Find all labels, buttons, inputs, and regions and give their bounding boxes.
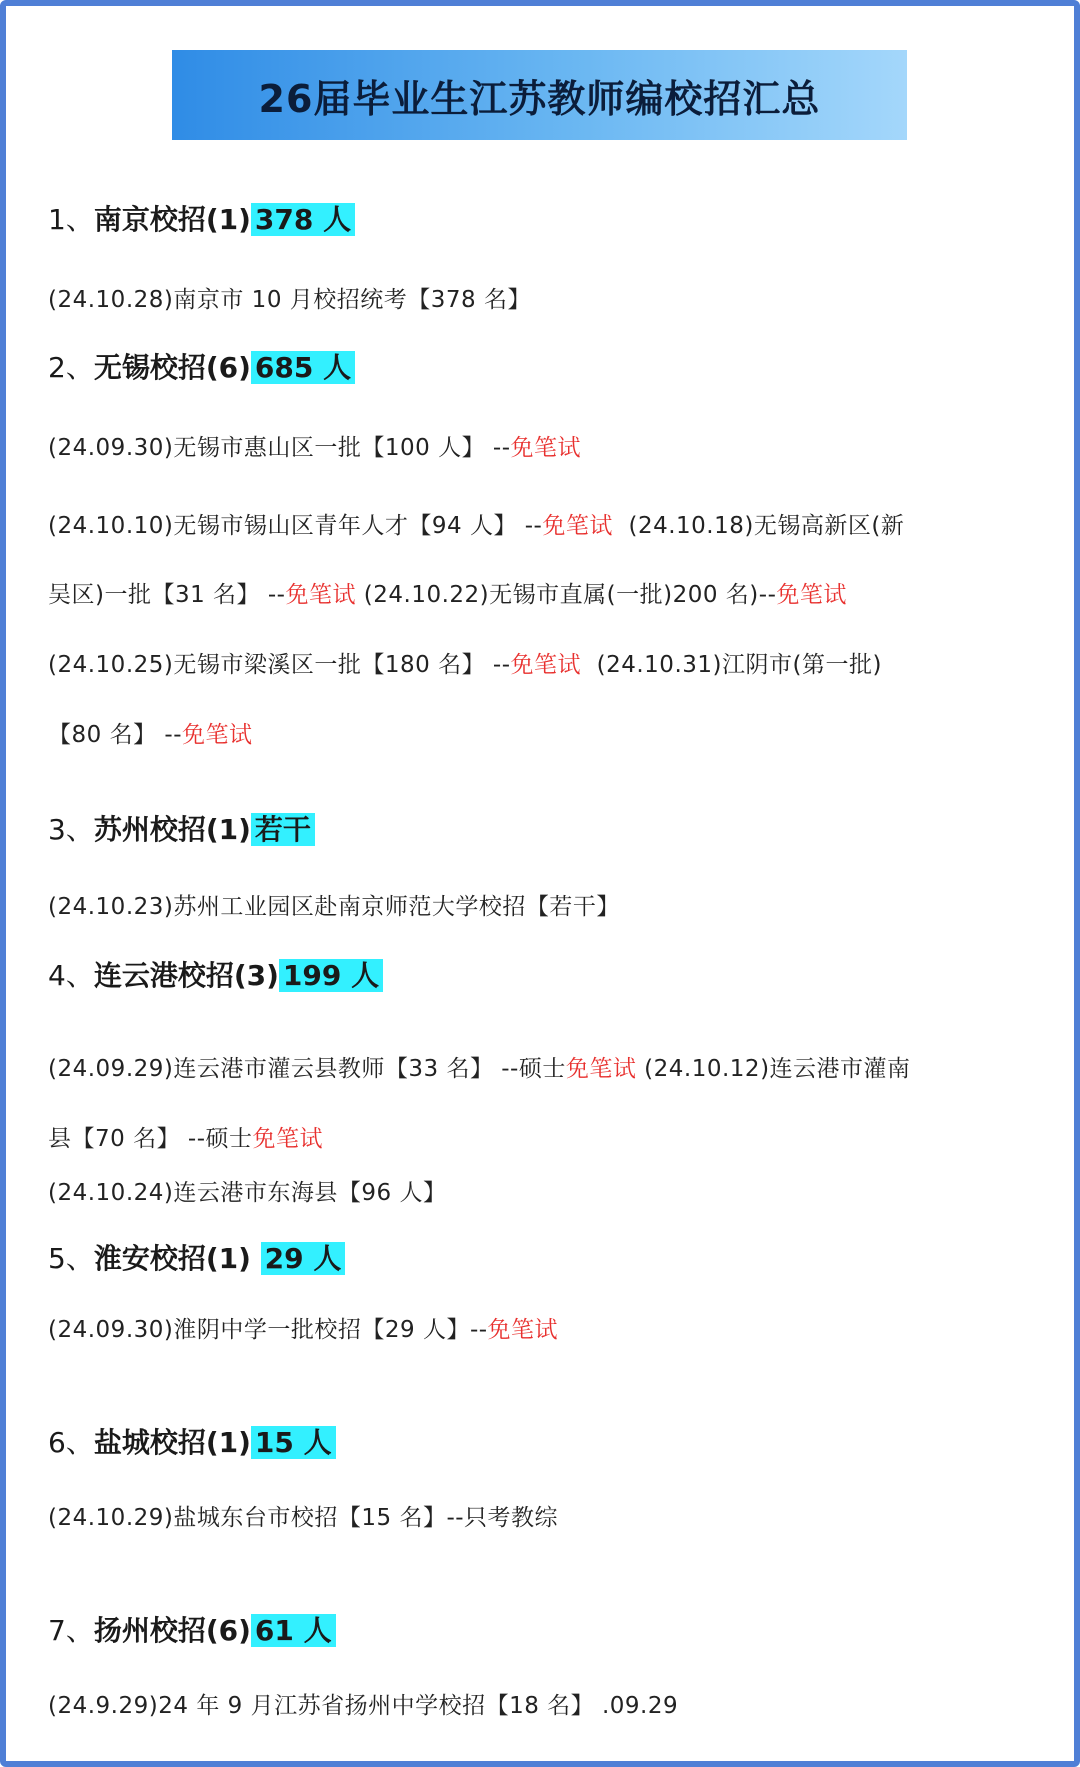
entry-text: 县【70 名】 --硕士 [48,1126,253,1152]
entry-text: (24.10.31)江阴市(第一批) [581,652,882,678]
section-heading [48,1611,336,1651]
section-name: 扬州校招(6) [93,1614,251,1647]
section-number: 3、 [48,813,94,846]
entry-text: (24.09.30)淮阴中学一批校招【29 人】-- [48,1317,488,1343]
section-count-badge: 685 人 [251,351,355,384]
section-number: 1、 [48,203,94,236]
recruitment-entry [48,890,620,924]
section-heading [48,1423,336,1463]
recruitment-entry [48,648,882,682]
recruitment-entry [48,1501,558,1535]
section-heading [48,1239,345,1279]
entry-text: (24.10.18)无锡高新区(新 [612,513,905,539]
entry-text: (24.10.25)无锡市梁溪区一批【180 名】 -- [48,652,511,678]
exam-exempt-tag: 免笔试 [487,1317,559,1343]
entry-text: (24.9.29)24 年 9 月江苏省扬州中学校招【18 名】 .09.29 [48,1693,679,1719]
section-heading [48,956,383,996]
title-banner [172,50,907,140]
section-name: 盐城校招(1) [93,1426,251,1459]
section-count-badge: 199 人 [279,959,383,992]
section-name: 连云港校招(3) [93,959,279,992]
exam-exempt-tag: 免笔试 [252,1126,323,1152]
entry-text: (24.10.10)无锡市锡山区青年人才【94 人】 -- [48,513,543,539]
recruitment-entry [48,431,581,465]
entry-text: 【80 名】 -- [48,722,182,748]
page-title: 26届毕业生江苏教师编校招汇总 [258,76,821,121]
exam-exempt-tag: 免笔试 [565,1056,637,1082]
entry-text: (24.10.23)苏州工业园区赴南京师范大学校招【若干】 [48,894,620,920]
section-count-badge: 29 人 [261,1242,346,1275]
recruitment-entry [48,509,904,543]
section-count-badge: 若干 [251,813,315,846]
section-name: 淮安校招(1) [93,1242,261,1275]
recruitment-entry [48,718,253,752]
recruitment-entry [48,283,531,317]
exam-exempt-tag: 免笔试 [182,722,253,748]
section-heading [48,810,315,850]
section-number: 5、 [48,1242,94,1275]
recruitment-entry [48,578,847,612]
exam-exempt-tag: 免笔试 [542,513,613,539]
section-number: 6、 [48,1426,94,1459]
section-heading [48,200,355,240]
exam-exempt-tag: 免笔试 [285,582,356,608]
entry-text: (24.10.29)盐城东台市校招【15 名】--只考教综 [48,1505,559,1531]
exam-exempt-tag: 免笔试 [510,435,581,461]
section-name: 无锡校招(6) [93,351,251,384]
entry-text: (24.10.22)无锡市直属(一批)200 名)-- [355,582,777,608]
section-count-badge: 61 人 [251,1614,336,1647]
section-name: 南京校招(1) [93,203,251,236]
entry-text: 吴区)一批【31 名】 -- [48,582,286,608]
section-name: 苏州校招(1) [93,813,251,846]
recruitment-entry [48,1313,558,1347]
section-number: 2、 [48,351,94,384]
section-heading [48,348,355,388]
exam-exempt-tag: 免笔试 [510,652,581,678]
section-number: 7、 [48,1614,94,1647]
recruitment-entry [48,1052,911,1086]
section-count-badge: 15 人 [251,1426,336,1459]
entry-text: (24.10.24)连云港市东海县【96 人】 [48,1180,447,1206]
entry-text: (24.10.28)南京市 10 月校招统考【378 名】 [48,287,531,313]
recruitment-entry [48,1176,446,1210]
exam-exempt-tag: 免笔试 [776,582,847,608]
entry-text: (24.10.12)连云港市灌南 [636,1056,911,1082]
section-number: 4、 [48,959,94,992]
recruitment-entry [48,1689,678,1723]
entry-text: (24.09.30)无锡市惠山区一批【100 人】 -- [48,435,511,461]
recruitment-entry [48,1122,323,1156]
entry-text: (24.09.29)连云港市灌云县教师【33 名】 --硕士 [48,1056,566,1082]
section-count-badge: 378 人 [251,203,355,236]
